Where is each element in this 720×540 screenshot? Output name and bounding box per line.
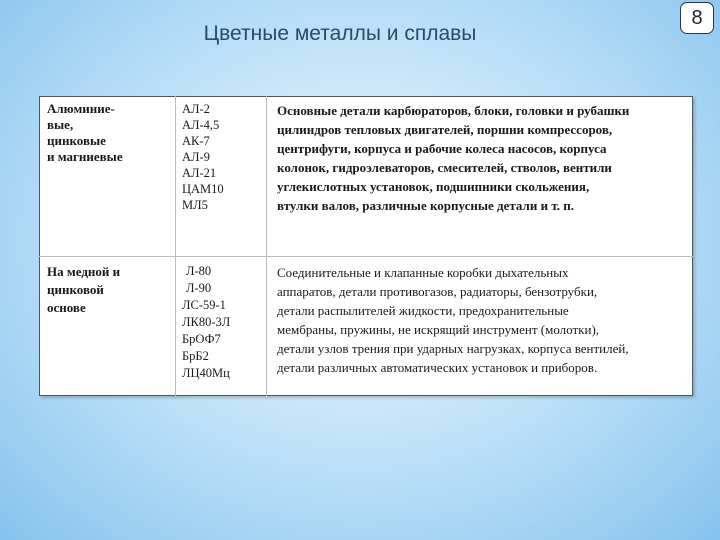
grade-item: Л-90 (186, 281, 212, 295)
group-cell (40, 97, 176, 257)
usage-cell (267, 257, 693, 396)
group-cell (40, 257, 176, 396)
usage-line: Соединительные и клапанные коробки дыхательных (277, 265, 569, 280)
usage-line: детали распылителей жидкости, предохранительные (277, 303, 569, 318)
grade-item: БрОФ7 (182, 332, 221, 346)
grade-item: АЛ-2 (182, 102, 210, 116)
grade-item: ЦАМ10 (182, 182, 224, 196)
usage-line: втулки валов, различные корпусные детали и т. п. (277, 198, 574, 213)
group-line: вые, (47, 117, 74, 132)
group-line: цинковые (47, 133, 106, 148)
usage-cell (267, 97, 693, 257)
usage-line: Основные детали карбюраторов, блоки, головки и рубашки (277, 103, 630, 118)
grade-item: ЛЦ40Мц (182, 366, 230, 380)
group-line: На медной и (47, 264, 121, 279)
grade-item: АК-7 (182, 134, 210, 148)
table-row (40, 97, 693, 257)
usage-line: аппаратов, детали противогазов, радиаторы, бензотрубки, (277, 284, 598, 299)
grade-item: ЛК80-3Л (182, 315, 231, 329)
usage-line: цилиндров тепловых двигателей, поршни компрессоров, (277, 122, 613, 137)
usage-line: углекислотных установок, подшипники скольжения, (277, 179, 590, 194)
grade-item: БрБ2 (182, 349, 209, 363)
group-line: Алюминие- (47, 101, 115, 116)
usage-line: детали различных автоматических установок и приборов. (277, 360, 598, 375)
grade-item: Л-80 (186, 264, 212, 278)
usage-line: колонок, гидроэлеваторов, смесителей, стволов, вентили (277, 160, 612, 175)
grade-item: АЛ-4,5 (182, 118, 220, 132)
table-row (40, 257, 693, 396)
grade-item: АЛ-9 (182, 150, 210, 164)
grade-item: АЛ-21 (182, 166, 217, 180)
usage-line: мембраны, пружины, не искрящий инструмент (молотки), (277, 322, 600, 337)
group-line: основе (47, 300, 86, 315)
slide-title: Цветные металлы и сплавы (203, 22, 477, 45)
metals-table (39, 96, 693, 396)
grades-cell (176, 257, 267, 396)
usage-line: детали узлов трения при ударных нагрузках, корпуса вентилей, (277, 341, 629, 356)
group-line: и магниевые (47, 149, 123, 164)
grade-item: МЛ5 (182, 198, 208, 212)
page-number-badge: 8 (680, 2, 714, 34)
group-line: цинковой (47, 282, 104, 297)
grades-cell (176, 97, 267, 257)
grade-item: ЛС-59-1 (182, 298, 226, 312)
usage-line: центрифуги, корпуса и рабочие колеса насосов, корпуса (277, 141, 607, 156)
